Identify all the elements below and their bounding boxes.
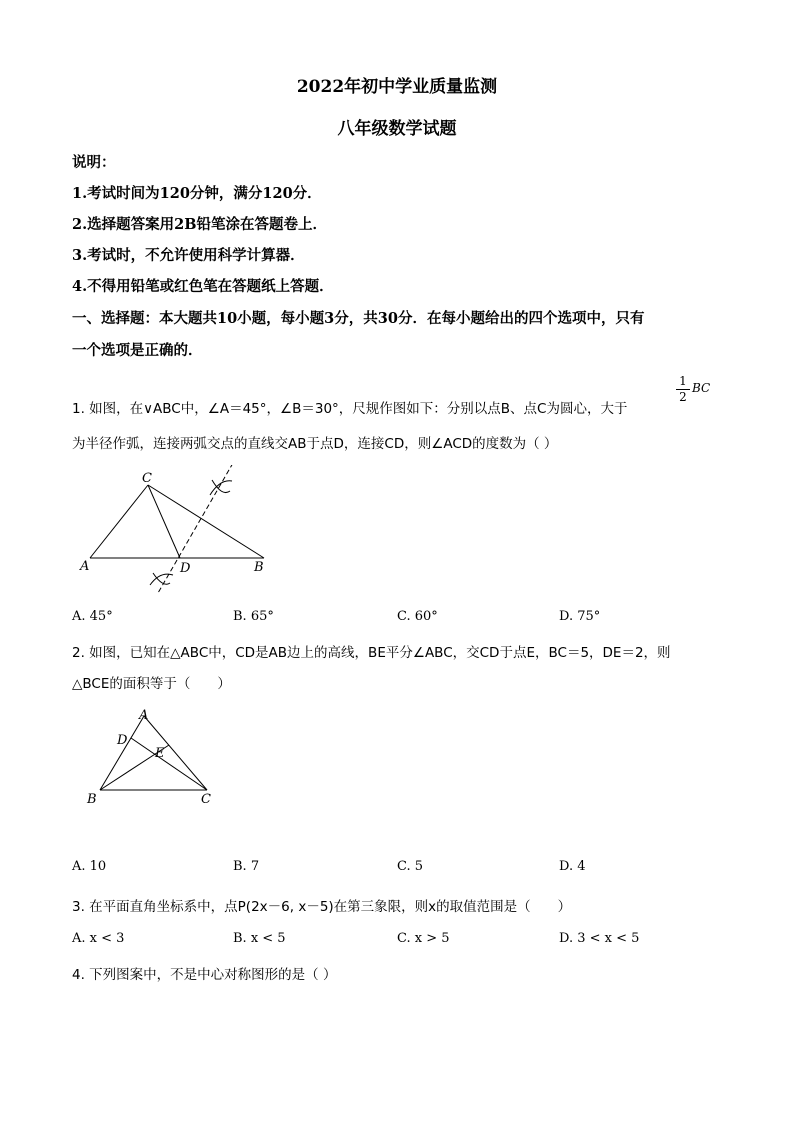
label-c: C: [142, 471, 152, 486]
question-3-option-c[interactable]: C. x > 5: [397, 931, 450, 946]
question-2-option-c[interactable]: C. 5: [397, 859, 424, 874]
question-1-fraction: [676, 374, 690, 404]
question-3-line1: 3. 在平面直角坐标系中，点P(2x－6, x－5)在第三象限，则x的取值范围是（ ）: [72, 899, 572, 915]
question-1-line2: 为半径作弧，连接两弧交点的直线交AB于点D，连接CD，则∠ACD的度数为（ ）: [72, 436, 558, 452]
question-2-option-a[interactable]: A. 10: [72, 859, 107, 874]
note-item-1: 1.考试时间为120分钟，满分120分．: [72, 185, 322, 202]
section-heading-line1: 一、选择题：本大题共10小题，每小题3分，共30分．在每小题给出的四个选项中，只有: [72, 310, 645, 327]
label-c: C: [201, 792, 211, 807]
fraction-denominator: 2: [676, 389, 690, 404]
question-2-option-b[interactable]: B. 7: [233, 859, 260, 874]
note-item-4: 4.不得用铅笔或红色笔在答题纸上答题．: [72, 278, 334, 295]
question-4-line1: 4. 下列图案中，不是中心对称图形的是（ ）: [72, 967, 337, 983]
question-3-option-d[interactable]: D. 3 < x < 5: [559, 931, 640, 946]
question-1-option-d[interactable]: D. 75°: [559, 609, 601, 624]
question-1-figure: [70, 465, 290, 600]
label-d: D: [180, 561, 191, 576]
label-b: B: [254, 560, 264, 575]
notes-heading: 说明：: [72, 154, 116, 171]
label-a: A: [139, 708, 149, 723]
page-subtitle: 八年级数学试题: [337, 119, 457, 139]
note-item-3: 3.考试时，不允许使用科学计算器．: [72, 247, 305, 264]
fraction-tail: BC: [692, 381, 711, 395]
note-item-2: 2.选择题答案用2B铅笔涂在答题卷上．: [72, 216, 327, 233]
label-b: B: [87, 792, 97, 807]
arc-top-1: [212, 480, 230, 493]
page-title: 2022年初中学业质量监测: [296, 77, 498, 97]
question-2-option-d[interactable]: D. 4: [559, 859, 586, 874]
question-2-figure: [80, 700, 230, 810]
fraction-numerator: 1: [679, 374, 687, 388]
segment-ab: [100, 716, 144, 790]
question-3-option-a[interactable]: A. x < 3: [72, 931, 125, 946]
question-1-option-c[interactable]: C. 60°: [397, 609, 438, 624]
question-2-line2: △BCE的面积等于（ ）: [72, 676, 231, 692]
label-a: A: [80, 559, 90, 574]
label-d: D: [117, 733, 128, 748]
question-1-option-b[interactable]: B. 65°: [233, 609, 274, 624]
question-1-line1: 1. 如图，在∨ABC中，∠A＝45°，∠B＝30°，尺规作图如下：分别以点B、点C为圆心，大于: [72, 401, 628, 417]
segment-ac: [90, 485, 148, 558]
segment-bc: [148, 485, 264, 558]
question-2-line1: 2. 如图，已知在△ABC中，CD是AB边上的高线，BE平分∠ABC，交CD于点E，BC＝5，DE＝2，则: [72, 645, 671, 661]
section-heading-line2: 一个选项是正确的．: [72, 342, 203, 359]
label-e: E: [155, 746, 165, 761]
question-3-option-b[interactable]: B. x < 5: [233, 931, 286, 946]
question-1-option-a[interactable]: A. 45°: [72, 609, 113, 624]
segment-cd: [148, 485, 180, 558]
